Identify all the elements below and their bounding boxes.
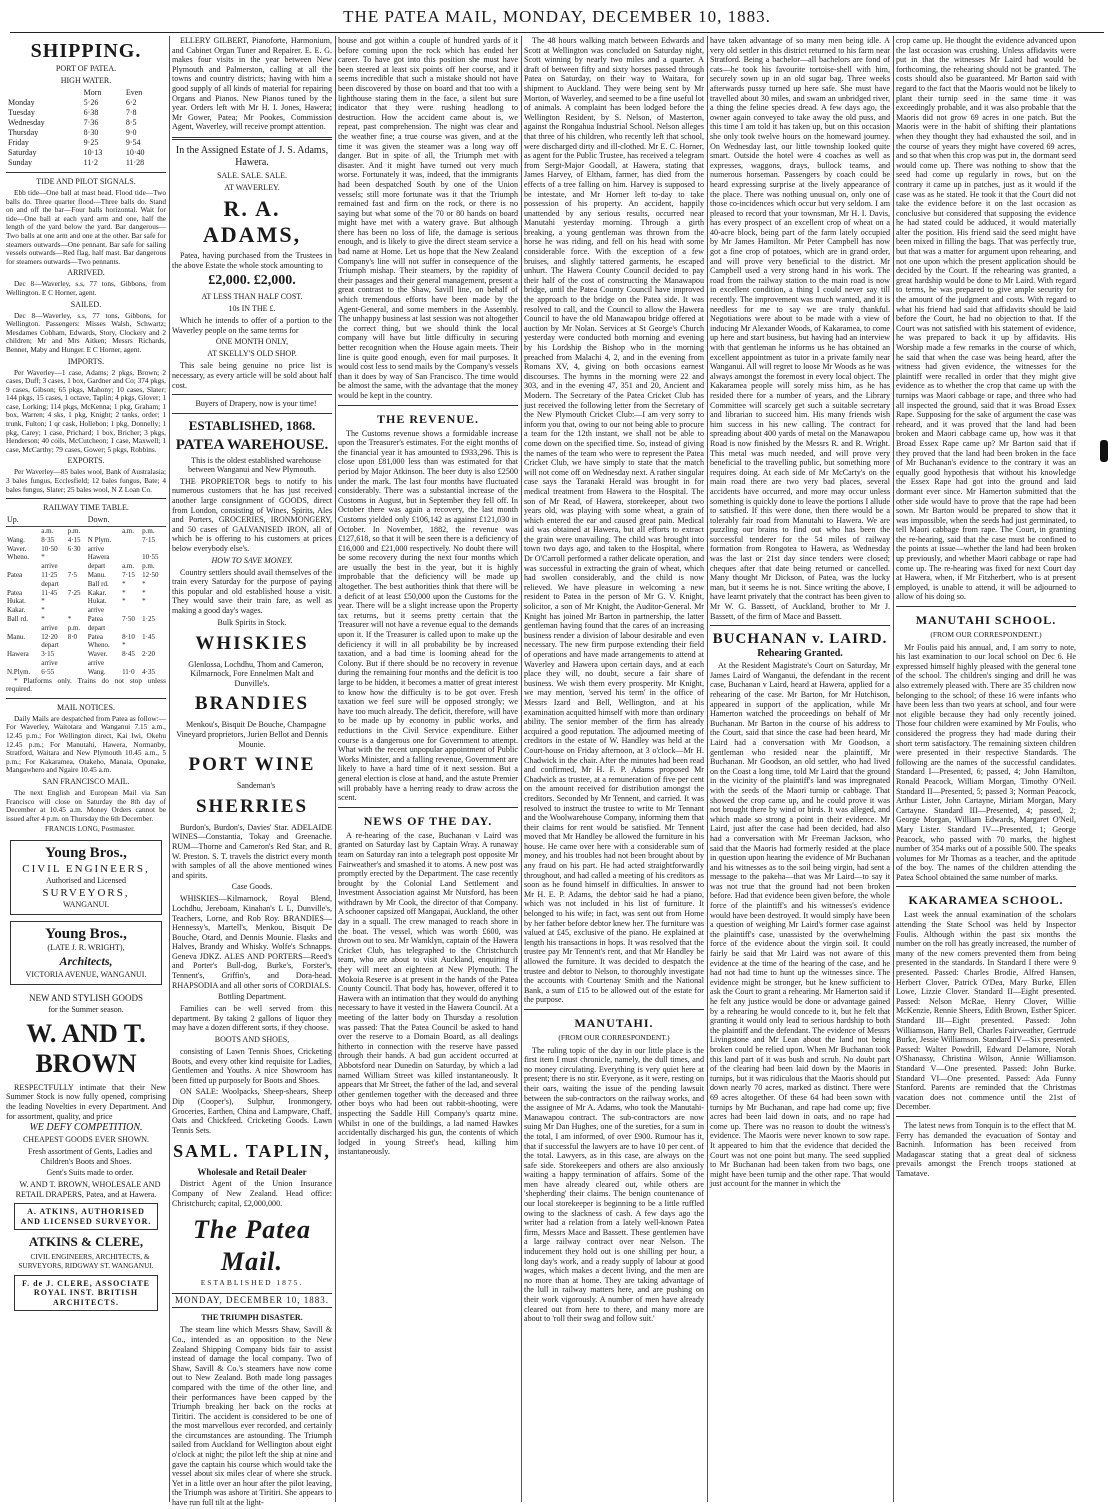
price-line: £2,000. £2,000. bbox=[208, 273, 296, 289]
railway-row: depart Ball rd. * * bbox=[41, 579, 146, 588]
boots-heading: BOOTS AND SHOES, bbox=[214, 1035, 290, 1045]
port-subheading: PORT OF PATEA. bbox=[55, 64, 117, 73]
tide-row: Tuesday 6·38 7·8 bbox=[8, 108, 137, 117]
sale-line: SALE. SALE. SALE. bbox=[217, 170, 287, 180]
ra-adams-text: Patea, having purchased from the Trustees in the above Estate the whole stock amounting to bbox=[172, 250, 332, 270]
railway-row: Wheno. * Hawera 10·55 bbox=[7, 553, 159, 562]
sailed-text: Dec 8—Waverley, s.s, 77 tons, Gibbons, for Wellington. Passengers: Misses Walsh, Schwartz; Mesdames Cobham, Edwards, Story, Clockery and 2 children; Mr and Mrs Aitken; Messrs Richards, Bennet, Maby and Hunger. E C Horner, agent. bbox=[6, 310, 166, 354]
taplin-sub: Wholesale and Retail Dealer bbox=[197, 1167, 307, 1178]
column-1 bbox=[6, 36, 166, 1502]
manutahi-text: The ruling topic of the day in our little place is the first item I must chronicle, namely, the dull times, and no money circulating. Everything is very quiet here at present; there is no stir. Everyone, as it were, resting on their oars, waiting the issue of the pending lawsuit between the sub-contractors on the railway works, and the assignee of Mr A. Adams, who took the Manutahi-Manawapou contract. The sub-contractors are now suing Mr Dan Hughes, one of the sureties, for a sum in the total, I am informed, of over £900. Rumour has it, that if successful the lawyers are to have 10 per cent. of the total. Lawyers, as in this case, are always on the safe side. Storekeepers and others are also anxiously waiting a happy termination of affairs. Some of the men have already cleared out, while others are 'shepherding' their claims. The benign countenance of our local storekeeper is beginning to be a little ruffled owing to the slackness of cash. A few days ago the writer had a relation from a lately well-known Patea firm, Messrs Mace and Bassett. These gentlemen have a large railway contract over near Nelson. The inducement they hold out is one shilling per hour, a long day's work, and a ready supply of labour at good wages, which makes a decent living, and the men are no more than at home. They are taking advantage of the lull in railway matters here, and are pushing on their work vigorously. A number of men have already cleared out from here to there, and many more are about to 'roll their swag and follow suit.' bbox=[524, 1045, 704, 1324]
whiskies-heading: WHISKIES bbox=[195, 632, 309, 654]
brandies-text: Menkou's, Bisquit De Bouche, Champagne Vineyard proprietors, Jurien Bellot and Dennis Mounie. bbox=[176, 720, 328, 749]
column-divider bbox=[521, 36, 522, 1502]
clere-card: F. de J. CLERE, ASSOCIATE ROYAL INST. BRITISH ARCHITECTS. bbox=[14, 1275, 158, 1312]
established-heading: ESTABLISHED, 1868. bbox=[188, 417, 316, 433]
mail-text: Daily Mails are despatched from Patea as follow:—For Waverley, Waitotara and Wanganui 7.15 a.m., 12.45 p.m.; For Wellington direct, Kai Iwi, Okehu 12.45 p.m.; For Manutahi, Hawera, Normanby, Stratford, Waitara and New Plymouth 10.45 a.m., 5 p.m.; For Kakaramea, Otakeho, Manaia, Opunake, Mangawhero and Ngaire 10.45 a.m. bbox=[6, 713, 166, 775]
warehouse-heading: PATEA WAREHOUSE. bbox=[175, 436, 329, 453]
atkins-card: A. ATKINS, AUTHORISED AND LICENSED SURVEYOR. bbox=[14, 1203, 158, 1230]
on-sale-text: ON SALE: Woolpacks, Sheep-shears, Sheep Dip (Cooper's), Sulphur, Ironmongery, Groceries, Earthen, China and Lampware, Chaff, Oats and Chickfeed. Cricketing Goods. Lawn Tennis Sets. bbox=[172, 1087, 332, 1135]
column-divider bbox=[169, 36, 170, 1502]
tide-row: Monday 5·26 6·2 bbox=[8, 98, 137, 107]
sherries-text: Burdon's, Burdon's, Davies' Star. ADELAIDE WINES—Constantia, Tokay and Greenache. RUM—Thorne and Cameron's Red Star, and R. W. Preston. S. T. travels the district every month with samples of all the above mentioned wines and spirits. bbox=[172, 822, 332, 880]
at-waverley: AT WAVERLEY. bbox=[224, 182, 280, 192]
case-goods-text: WHISKIES—Kilmarnock, Royal Blend, Lochdhu, Jereboam, Kinahan's L L, Dunville's, Teachers, Lorne, and Rob Roy. BRANDIES—Hennessy's, Martell's, Menkou, Bisquit De Bouche, Otard, and Dennis Mounie. Flasks and Halves, Brandy and Whisky. Wolfe's Schnapps. Geneva JDKZ. ALES AND PORTERS—Reed's and Porter's Bull-dog, Burke's, Forster's, Tennent's, Griffin's, and Dora-head. RHAPSODIA and all other sorts of CORDIALS. bbox=[172, 894, 332, 990]
ten-shillings: 10s IN THE £. bbox=[228, 304, 276, 314]
bulk-spirits: Bulk Spirits in Stock. bbox=[217, 617, 287, 627]
new-goods-heading: NEW AND STYLISH GOODS bbox=[28, 992, 144, 1003]
half-cost: AT LESS THAN HALF COST. bbox=[201, 292, 303, 302]
column-2 bbox=[172, 36, 332, 1508]
gents-suits: Gent's Suits made to order. bbox=[46, 1168, 134, 1178]
sf-mail-heading: SAN FRANCISCO MAIL. bbox=[42, 776, 130, 786]
gilbert-ad: ELLERY GILBERT, Pianoforte, Harmonium, and Cabinet Organ Tuner and Repairer. E. E. G. makes four visits in the year between New Plymouth and Palmerston, calling at all the towns and country districts; having with him a good supply of all kinds of material for repairing Organs and Pianos. New Pianos tuned by the year. Orders left with Mr H. I. Jones, Hawera; Mr Gower, Patea; Mr Pookes, Commission Agent, Waverley, will receive prompt attention. bbox=[172, 36, 332, 132]
signals-text: Ebb tide—One ball at mast head. Flood tide—Two balls do. Three quarter flood—Three balls do. Stand on and off the bar—Four balls horizontal. Wait for tide—One ball at each yard arm and one, half the length of the yard below the yard. Bar dangerous—Two balls at one arm and one at the other. Bar safe for steamers outwards—One pennant. Bar safe for sailing vessels outwards—Red flag, half mast. Bar dangerous for steamers outwards—Two pennants. bbox=[6, 188, 166, 266]
masthead-rule bbox=[10, 32, 1104, 33]
news-continued: The 48 hours walking match between Edwards and Scott at Wellington was concluded on Saturday night, Scott winning by nearly two miles and a quarter. A draft of between fifty and sixty horses passed through Patea on Saturday, on their way to Waitara, for shipment to Auckland. They were being sent by Mr Morton, of Waverley, and seemed to be a fine useful lot of animals. A complaint has been lodged before the Wellington Resident, by S. Nelson, of Masterton, against the Rongahua Industrial School. Nelson alleges that three of his children, who recently left that school, were discharged dirty and ill-clothed. Mr E. C. Horner, as agent for the Public Trustee, has received a telegram from Sergt-Major Goodall, at Hawera, stating that James Harvey, of Eltham, farmer, has died from the effects of a tree falling on him. Harvey is supposed to be intestate, and Mr Horner left to-day to take possession of his property. An accident, happily unattended by any serious results, occurred near Manutahi yesterday morning. Through a girth breaking, a young gentleman was thrown from the horse he was riding, and fell on his head with some considerable force. With the exception of a few bruises, and slightly tattered garments, he escaped unhurt. The Hawera County Council decided to pay their half of the cost of constructing the Manawapou bridge, until the Patea County Council have improved the approach to the bridge on the Patea side. It was resolved to call, and the Council to allow the Hawera Council to have the old Manawapou bridge offered at auction by Mr Nolan. Services at St George's Church yesterday were conducted both morning and evening by his Lordship the Bishop who in the morning preached from Malachi 4, 2, and in the evening from Romans XV, 4, giving on both occasions earnest discourses. The hymns in the morning were 22 and 303, and in the evening 47, 351 and 20, Ancient and Modern. The Secretary of the Patea Cricket Club has just received the following letter from the Secretary of the New Plymouth Cricket Club:—I am very sorry to inform you that, owing to our not being able to procure a team for the 12th instant, we shall not be able to come down on the specified time. So, instead of giving the names of the team who were to represent the Patea Cricket Club, we have simply to state that the match will not come off on Wednesday next. A rather singular case says the Taranaki Herald was brought in for medical treatment from Hawera to the Hospital. The son of Mr Read, of Hawera, storekeeper, about two years old, was playing with some wheat, a grain of which entered the ear and caused great pain. Medical aid was obtained at Hawera, but all efforts to extract the grain were unavailing. The child was brought into town two days ago, and taken to the Hospital, where Dr O'Carroll performed a rather delicate operation, and was successful in extracting the grain of wheat, which had swollen considerably, and the child is now relieved. We have pleasure in welcoming a new resident to Patea in the person of Mr G. V. Knight, solicitor, a son of Mr Knight, the Auditor-General. Mr Knight has joined Mr Barton in partnership, the latter gentleman having found that the cares of an increasing business render a division of labour desirable and even necessary. The new firm purpose extending their field of operations and have made arrangements to attend at Waverley and Hawera upon certain days, and at each place they will, no doubt, secure a fair share of business. We wish them every prosperity. Mr Knight, we may mention, 'served his term' in the office of Messrs Izard and Bell, Wellington, and at his examination acquitted himself with more than ordinary ability. The senior member of the firm has already acquired a good reputation. The adjourned meeting of creditors in the estate of W. Handley was held at the Court-house on Friday afternoon, at 3 o'clock—Mr H. Chadwick in the chair. After the minutes had been read and confirmed, Mr H. F. P. Adams proposed Mr Chadwick as trustee, at a remuneration of five per cent on the amount received for distribution amongst the creditors. Seconded by Mr Tennent, and carried. It was resolved to instruct the trustee to write to Mr Tennant and the Woolwarehouse Company, informing them that their claims for rent would be satisfied. Mr Tennent moved that Mr Handley be allowed the furniture in his house. He came over here with a considerable sum of money, and his troubles had not been brought about by any fraud on his part. He had acted straightforwardly throughout, and had called a meeting of his creditors as soon as he found himself in difficulties. In answer to Mr H. E. P. Adams, the debtor said he had a piano, which was not included in his list of furniture. It belonged to his wife; in fact, was sent out from Home by her father before debtor knew her. The furniture was valued at £45, exclusive of the piano. He explained at length his transactions in hops. It was resolved that the trustee pay Mr Tennent's rent, and that Mr Handley be allowed the furniture. It was decided to despatch the trustee and debtor to Nelson, to thoroughly investigate the accounts with Courtenay Smith and the National Bank, a sum of £15 to be allowed out of the estate for the purpose. bbox=[524, 36, 704, 1005]
arrived-text: Dec 8—Waverley, s.s, 77 tons, Gibbons, from Wellington. E C Horner, agent. bbox=[6, 279, 166, 297]
sailed-heading: SAILED. bbox=[70, 299, 102, 309]
buchanan-continued: crop came up. He thought the evidence advanced upon the last occasion was crushing. Unless affidavits were put in that the witnesses Mr Laird had would be forthcoming, the rehearing should not be granted. The costs should also be guaranteed. Mr Barton said with regard to the fact that the Maoris would not be likely to plant their turnip seed in the same time it was exceedingly probable, and it was also probable that the Maoris did not grow 69 acres in one patch. But the Maoris were in the habit of shifting their plantations when they thought they had exhausted the soil, and in the course of years they might have covered 69 acres, and so that when this crop was put in, the dormant seed would come up. There was nothing to show that the seed had come up regularly in rows, but on the contrary it came up in patches, just as it would if the case was as he stated. He took it that the Court did not take the evidence before it on the last occasion as conclusive but considered that supposing the evidence he had stated could be adduced, it would materially alter the position. His friend said the seed might have been mixed in filling the bags. That was perfectly true, but that was a matter for argument upon rehearing, and not one upon which the present application should be decided by the Court. If the rehearing was granted, a great hardship would be done to Mr Laird. With regard to terms, he was prepared to give ample security for the amount of the judgment and costs. With regard to what his friend had said that affidavits should be laid before the Court, he had no objection to that. If the Court was not satisfied with his statement of evidence, he was prepared to back it up by affidavits. His Worship made a few remarks in the course of which, he said that when the case was being heard, after the witness had given evidence, the witnesses for the plaintiff were recalled in order that they might give evidence as to whether the crop that came up with the turnips was Maori cabbage or rape, and three who had all inspected the ground, said that it was Broad Essex Rape. Supposing for the sake of argument the case was reheard, and it was proved that the land had been broken and Maori cabbage came up, how was it that Broad Essex Rape came up? Mr Barton said that if they proved that the land had been broken in the face of Mr Buchanan's evidence to the contrary it was an equally good hypothesis that without his knowledge the Essex Rape had got into the ground and laid dormant ever since. Mr Hamerton submitted that the other side would have to prove that the rape had been sown. Mr Barton would be prepared to show that it was impossible, when the seeds had just germinated, to tell Maori cabbage from rape. The Court, in granting the re-hearing, said that the case must be confined to the points at issue—whether the land had been broken up previously, and whether Maori cabbage or rape had come up. The re-hearing was fixed for next Court day at Hawera, when, if Mr Fitzherbert, who is at present employed, is unable to attend, it will be adjourned to allow of his doing so. bbox=[896, 36, 1076, 602]
railway-table: Up. Down. a.m. p.m. a.m. p.m. Wang. 8·35 4·15 N Plym. 7·15 Waver. 10·50 6·30 arrive Wheno. * Hawera 10·55 arrive depart a.m. p.m. Patea 11·25 7·5 Manu. 7·15 12·50 depart Ball rd. * * Patea 11·45 7·25 Kakar. * * Hukat. * Hukat. * * Kakar. * arrive Ball rd. * * Patea 7·50 1·25 arrive p.m. depart Manu. 12·20 8·0 Patea 8·10 1·45 depart Wheno. * Hawera 3·15 Waver. 8·45 2·20 arrive arrive N.Plym. 6·55 Wang. 11·0 4·35 bbox=[6, 515, 166, 676]
revenue-heading: THE REVENUE. bbox=[376, 411, 480, 426]
paper-title: The Patea Mail. bbox=[192, 1215, 312, 1277]
warehouse-sub: This is the oldest established warehouse between Wanganui and New Plymouth. bbox=[188, 455, 321, 475]
railway-row: a.m. p.m. a.m. p.m. bbox=[41, 527, 155, 536]
column-divider bbox=[335, 36, 336, 1502]
summer-line: for the Summer season. bbox=[48, 1004, 124, 1014]
railway-row: arrive depart a.m. p.m. bbox=[41, 562, 155, 571]
buchanan-heading: BUCHANAN v. LAIRD. bbox=[712, 631, 888, 648]
cheapest-goods: CHEAPEST GOODS EVER SHOWN. bbox=[22, 1135, 150, 1145]
bottling-heading: Bottling Department. bbox=[218, 992, 286, 1002]
railway-row: Manu. 12·20 8·0 Patea 8·10 1·45 bbox=[7, 632, 155, 641]
column-divider bbox=[893, 36, 894, 1502]
defy-competition: WE DEFY COMPETITION. bbox=[29, 1122, 143, 1134]
news-heading: NEWS OF THE DAY. bbox=[363, 813, 493, 828]
kakaramea-school-heading: KAKARAMEA SCHOOL. bbox=[908, 893, 1064, 908]
manutahi-heading: MANUTAHI. bbox=[574, 1015, 654, 1030]
tide-header-row: Morn Even bbox=[83, 88, 143, 97]
column-3 bbox=[338, 36, 518, 1502]
manutahi-school-text: Mr Foulis paid his annual, and, I am sorry to note, his last examination to our local school on Dec 6. He expressed himself highly pleased with the general tone of the school. The children's singing and drill he was also extremely pleased with. There are 35 children now belonging to the school; of these 16 were infants who have been less than two years at school, and four were not eligible because they had only recently joined. Those four children were examined by Mr Foulis, who considered the progress they had made during their short term satisfactory. The remaining sixteen children were presented in their respective Standards. The following are the names of the successful candidates. Standard I—Presented, 6; passed, 4; John Hamilton, Ronald Peacock, William Morgan, Timothy O'Neil. Standard II—Presented, 5; passed 3; Norman Peacock, Arthur Lister, John Cartayne, Miriam Morgan, Mary Cartayne. Standard III—Presented, 4; passed, 2; George Morgan, William Edwards, Margaret O'Neil, Mary Lister. Standard IV—Presented, 1; George Peacock, who passed with 70 marks, the highest number of 354 marks out of a possible 500. The speaks volumes for Mr Thomas as a teacher, and the aptitude of the boy. The names of the children attending the Patea School obtained the same number of marks. bbox=[896, 642, 1076, 882]
byline: (FROM OUR CORRESPONDENT.) bbox=[558, 1032, 670, 1042]
column-6 bbox=[896, 36, 1076, 1502]
disaster-text: The steam line which Messrs Shaw, Savill & Co., intended as an opposition to the New Zealand Shipping Company bids fair to assist instead of damage the local company. Two of Shaw, Savill & Co.'s steamers have now come out to New Zealand. Both made long passages compared with the time of the other line, and their performances have been capped by the Triumph breaking her back on the rocks at Tiritiri. The accident is considered to be one of the most marvellous ever recorded, and certainly the circumstances are astounding. The Triumph sailed from Auckland for Wellington about eight o'clock at night; the pilot left the ship at nine and gave the captain his course which would take the vessel about six miles clear of where she struck. Yet in a little over an hour after the pilot leaving, the Triumph was ashore at Tiritiri. She appears to have run full tilt at the light- bbox=[172, 1325, 332, 1508]
manutahi-school-heading: MANUTAHI SCHOOL. bbox=[915, 613, 1057, 628]
ink-blot bbox=[1100, 440, 1108, 462]
railway-row: N.Plym. 6·55 Wang. 11·0 4·35 bbox=[7, 667, 155, 676]
wt-brown-sign: W. AND T. BROWN, WHOLESALE AND RETAIL DRAPERS, Patea, and at Hawera. bbox=[15, 1180, 161, 1199]
arrived-heading: ARRIVED. bbox=[67, 268, 105, 278]
news-text: A re-hearing of the case, Buchanan v Laird was granted on Saturday last by Captain Wray. A runaway team on Saturday ran into a telegraph post opposite Mr Fairweather's and smashed it to atoms. A new post was promptly erected by the Department. The case recently brought by the Colonial Land Settlement and Investment Association against Mr Nutsford, has been withdrawn by Mr Cook, the director of that Company. A schooner capsized off Mangapai, Auckland, the other day in a squall. The crew managed to reach shore in the boat. The vessel, which was worth £600, was thrown out to sea. Mr Wamklyn, captain of the Hawera Cricket Club, has telegraphed to the Christchurch team, who are about to visit Auckland, enquiring if they will meet an eighteen at New Plymouth. The Mokoia Reserve is at present in the hands of the Patea County Council. That body has, however, offered it to Hawera with an intimation that they would do anything necessary to have it vested in the Hawera Council. At a meeting of the latter body on Thursday a resolution was passed: That the Patea Council be asked to hand over the reserve to a Domain Board, as all dealings hitherto in connection with the reserve have passed through their hands. A bad gun accident occurred at Abbotsford near Dunedin on Saturday, by which a lad named William Street was killed instantaneously. It appears that Mr Street, the father of the lad, and several other gentlemen together with the deceased and three other boys who had been out rabbit-shooting, were inspecting the Saddle Hill Company's quartz mine. Whilst in one of the buildings, a lad named Hawkes accidentally discharged his gun, the contents of which lodged in young Street's head, killing him instantaneously. bbox=[338, 830, 518, 1157]
bottling-text: Families can be well served from this department. By taking 2 gallons of liquor they may have a dozen different sorts, if they choose. bbox=[172, 1004, 332, 1033]
shipping-heading: SHIPPING. bbox=[30, 40, 142, 62]
estate-heading: In the Assigned Estate of J. S. Adams, Hawera. bbox=[175, 144, 329, 168]
young-bros-architects-card: Young Bros., (LATE J. R. WRIGHT), Architects, VICTORIA AVENUE, WANGANUI. bbox=[10, 921, 162, 985]
high-water-label: HIGH WATER. bbox=[60, 76, 112, 85]
enable-text: Which he intends to offer of a portion to the Waverley people on the same terms for bbox=[172, 316, 332, 335]
taplin-heading: SAML. TAPLIN, bbox=[173, 1141, 331, 1162]
railway-row: Ball rd. * * Patea 7·50 1·25 bbox=[7, 614, 155, 623]
sherries-heading: SHERRIES bbox=[195, 795, 309, 817]
railway-row: Patea 11·45 7·25 Kakar. * * bbox=[7, 588, 146, 597]
whiskies-text: Glenlossa, Lochdhu, Thom and Cameron, Kilmarnock, Fore Ennelmen Malt and Dunville's. bbox=[188, 659, 324, 688]
tide-row: Sunday 11·2 11·28 bbox=[8, 158, 145, 167]
railway-row: Patea 11·25 7·5 Manu. 7·15 12·50 bbox=[7, 571, 159, 579]
railway-row: arrive arrive bbox=[41, 658, 105, 667]
atkins-clere-heading: ATKINS & CLERE, bbox=[28, 1234, 144, 1250]
ra-adams-heading: R. A. ADAMS, bbox=[202, 195, 302, 247]
column-5 bbox=[710, 36, 890, 1502]
save-money-heading: HOW TO SAVE MONEY. bbox=[211, 555, 293, 565]
sf-mail-text: The next English and European Mail via San Francisco will close on Saturday the 8th day of December at 10.45 a.m. Money Orders cannot be issued after 4 p.m. on Thursday the 6th December. bbox=[6, 787, 166, 823]
tide-row: Thursday 8·30 9·0 bbox=[8, 128, 137, 137]
case-goods-heading: Case Goods. bbox=[231, 882, 273, 892]
sale-note: This sale being genuine no price list is necessary, as every article will be sold about half cost. bbox=[172, 361, 332, 390]
proprietor-text: THE PROPRIETOR begs to notify to his numerous customers that he has just received another large consignment of GOODS, direct from London, consisting of Wines, Spirits, Ales and Porters, GROCERIES, IRONMONGERY, and 50 cases of GALVANISED IRON, all of which he is offering to his customers at prices below everybody else's. bbox=[172, 476, 332, 554]
established-line: ESTABLISHED 1875. bbox=[200, 1278, 304, 1288]
young-bros-engineers-card: Young Bros., CIVIL ENGINEERS, Authorised and Licensed SURVEYORS, WANGANUI. bbox=[10, 840, 162, 915]
imports-heading: IMPORTS. bbox=[67, 356, 105, 366]
railway-heading: RAILWAY TIME TABLE. bbox=[43, 503, 129, 513]
column-4 bbox=[524, 36, 704, 1502]
sandeman-line: Sandeman's bbox=[236, 781, 276, 791]
tonquin-news: The latest news from Tonquin is to the effect that M. Ferry has demanded the evacuation of Sontay and Bacninh. Information has been received from Madagascar stating that a great deal of sickness prevails amongst the French troops stationed at Tamatave. bbox=[896, 1120, 1076, 1178]
tide-row: Friday 9·25 9·54 bbox=[8, 138, 141, 147]
rehearing-subheading: Rehearing Granted. bbox=[757, 648, 843, 660]
shop-line: AT SKELLY'S OLD SHOP. bbox=[207, 349, 297, 359]
kakaramea-school-text: Last week the annual examination of the scholars attending the State School was held by Inspector Foulis. Although within the past six months the number on the roll has greatly increased, the number of many of the new comers prevented them from being presented in the standards. In Standard I there were 9 presented. Passed: Charles Brodie, Alfred Hansen, Herbert Clover, Patrick O'Dea, Mary Burke, Ellen Lowe, Lizzie Clover. Standard II—Eight presented. Passed: Nelson McRae, Henry Clover, Willie McKenzie, Rennie Sheers, Edith Brown, Esther Spicer. Standard III—Eight presented. Passed: John Williamson, Harry Bell, Charles Fairweather, Gertrude Burke, Jessie Williamson. Standard IV—Six presented. Passed: Walter Powdrill, Edward Delamore, Norah O'Shanassy, Christina Wilson, Annie Williamson. Standard V—One presented. Passed: John Burke. Standard VI—One presented. Passed: Ada Funny Stanford. Parents are reminded that the Christmas vacation does not commence until the 21st of December. bbox=[896, 910, 1076, 1112]
taplin-text: District Agent of the Union Insurance Company of New Zealand. Head office: Christchurch; capital, £2,000,000. bbox=[172, 1179, 332, 1208]
manutahi-continued: have taken advantage of so many men being idle. A very old settler in this district returned to his farm near Stratford. Being a bachelor—all bachelors are fond of cats—he took his favourite tortoise-shell with him, securely sown up in an old sugar bag. Three weeks afterwards pussy turned up here safe. She must have travelled about 30 miles, and swam an unbridged river, a thing the feline species dread. A few days ago, the owner again conveyed to take away the old puss, and this time I am told it has taken up, but on this occasion she only took twelve hours on the homeward journey. On Wednesday last, our little township looked quite smart. Outside the hotel were 4 coaches as well as expresses, waggons, drays, bullock teams, and numerous horseman. Passengers by coach could be heard expressing surprise at the lively appearance of the place. There was nothing unusual on, only one of those co-incidences which occur but very seldom. I am pleased to record that your townsman, Mr H. I. Davis, has every prospect of an excellent crop of wheat on a 40-acre block, being part of the farm lately occupied by Mr James Hamilton. Mr Peter Campbell has now got a fine crop of potatoes, which are in grand order, and will prove very beneficial to the district. Mr Campbell used a very strong hand in his work. The road from the railway station to the main road is now in excellent condition, a thing I could never say till recently. The improvement was much wanted, and it is needless for me to say we are truly thankful. Negotiations were about to be made with a view of inducing Mr Alexander Woods, of Kakaramea, to come up here and start business, but having had an interview with that gentleman he informs us he has obtained an excellent appointment as tutor in a private family near Wanganui. All will regret to loose Mr Woods as he was always amongst the foremost in every local object. The Kakaramea people will sorely miss him, as he has resided there for a number of years, and the Library Committee will scarcely get such a suitable secretary and librarian to succeed him. His many friends wish him success in his new calling. The contract for spreading about 400 yards of metal on the Manawapou Road is now finished by the Messrs R. and R. Wright. This metal was much needed, and will prove very beneficial to the travelling public, but something more requires doing. At each side of Mr McCarty's on the main road there are two very bad places, several accidents have occurred, and more may occur unless something is quickly done to leave the portions I allude to satisfied. If this were done, then there would be a tolerably fair road from Manutahi to Hawera. We are puzzling our brains to find out who has been the successful tenderer for the 54 miles of railway formation from Rongotea to Hawera, as Wednesday was the last or 21st day since tenders were closed; cheques after that date being returned or cancelled. Many thought Mr Dickson, of Patea, was the lucky man, but it seems he is not. Since writing the above, I have learnt privately that the contract has been given to Mr W. G. Bassett, of Auckland, brother to Mr J. Bassett, of the firm of Mace and Bassett. bbox=[710, 36, 890, 621]
postmaster-sign: FRANCIS LONG, Postmaster. bbox=[44, 824, 135, 834]
byline: (FROM OUR CORRESPONDENT.) bbox=[930, 630, 1042, 640]
railway-row: Wang. 8·35 4·15 N Plym. 7·15 bbox=[7, 535, 155, 544]
masthead: THE PATEA MAIL, MONDAY, DECEMBER 10, 1883. bbox=[343, 7, 771, 26]
disaster-continued: house and got within a couple of hundred yards of it before coming upon the rock which has ended her career. To have got into this position she must have been steered at least six points off her course, and it seems incredible that such a mistake should not have been discovered by those on board and that too with a lighthouse staring them in the face, a silent but sure indicator that they were rushing headlong to destruction. How the accident came about is, we repeat, past comprehension. The night was clear and the weather fine; a true course was given, and at the time it was given the steamer was a long way off danger. But in spite of all, the Triumph met with disaster. And it might have turned out very much worse. Fortunately it was, indeed, that the immigrants had been despatched South by one of the Union vessels; still more fortunate was it that the Triumph remained fast and firm on the rock, or there is no saying but what some of the 70 or 80 hands on board might have met with a watery grave. But although there has been no loss of life, the damage is serious enough, and is likely to give the direct steam service a bad name at Home. Let us hope that the New Zealand Company's line will not suffer in consequence of the Triumph mishap. Their steamers, by the rapidity of their passages and their general management, present a great contrast to the Shaw, Savill line, on behalf of which tremendous efforts have been made by the Agent-General, and some members in the Assembly. The unhappy business at last session was not altogether the correct thing, but we should think the local company will have but little difficulty in securing better recognition when the House again meets. Their line is quite good enough, even for mail purposes. It would cost less to send mails by the Company's vessels than it does by way of San Francisco. The time would be almost the same, with the advantage that the money would be kept in the country. bbox=[338, 36, 518, 400]
tide-row: Wednesday 7·36 8·5 bbox=[8, 118, 137, 127]
railway-row: Hukat. * Hukat. * * bbox=[7, 597, 146, 606]
boots-text: consisting of Lawn Tennis Shoes, Cricketing Boots, and every other kind requisite for Ladies, Gentlemen and Youths. A nice Showroom has been fitted up purposely for Boots and Shoes. bbox=[172, 1047, 332, 1085]
revenue-text: The Customs revenue shows a formidable increase upon the Treasurer's estimates. For the eight months of the financial year it has amounted to £933,296. This is close upon £81,000 less than was estimated for that period by Major Atkinson. The beer duty is also £2500 under the mark. The last four months have fluctuated considerably. There was a substantial increase of the Customs in August, but in September they fell off. In October there was again a recovery, the last month Customs yielded only £106,142 as against £121,030 in October. In November, 1882, the revenue was £127,618, so that it will be seen there is a deficiency of £16,000 and £21,000 respectively. No doubt there will be some recovery during the next four months which are usually the best in the year, but it is highly improbable that the deficiency will be made up altogether. The best authorities think that there will be a deficit of at least £50,000 upon the Customs for the year. There will be a slight increase upon the Property tax returns, but it seems pretty certain that the Treasurer will not have a revenue equal to the demands upon it. If the Treasurer is called upon to make up the deficiency it will in all probability be by increased taxation, and a bad time is looming ahead for the Colony. But if there should be no recovery in revenue during the remaining four months and the deficit is too large to be hidden, it becomes a matter of great interest to know how the difficulty is to be got over. Fresh taxation we feel sure will be opposed strongly; we have too much already. The deficit, therefore, will have to be made up by economy in public works, and reductions in the Civil Service expenditure. Either course is a dangerous one for Government to attempt. What with the recent unpopular appointment of Public Works Minister, and a falling revenue, Government are likely to have a hard time of it next session. But a general election is close at hand, and the astute Premier will probably have a herring ready to draw across the scent. bbox=[338, 428, 518, 803]
railway-row: Waver. 10·50 6·30 arrive bbox=[7, 544, 105, 553]
imports-text: Per Waverley—1 case, Adams; 2 pkgs, Brown; 2 cases, Duff; 3 cases, 1 box, Gardner and Co; 374 pkgs, 9 cases, Gibson; 65 pkgs, Mahony; 10 cases, Slater; 144 pkgs, 15 cases, 1 octave, Taplin; 4 pkgs, Glover; 1 case, Lorking; 114 pkgs, McKenna; 1 pkg, Graham; 1 box, Warren; 4 sks, 1 pkg, Knight; 2 tanks, order; 1 trunk, Fulton; 1 qr cask, Hollebon; 1 pkg, Donnelly; 1 pkg, Carey; 1 case, Prichard; 1 box, Bricher; 3 pkgs, Henderson; 40 coils, McCutcheon; 1 case, Maxwell; 1 case, McCarthy; 79 cases, Gower; 5 pkgs, Robbins. bbox=[6, 367, 166, 454]
column-divider bbox=[707, 36, 708, 1502]
wt-brown-text: RESPECTFULLY intimate that their New Summer Stock is now fully opened, comprising the leading Novelties in every Department. And for assortment, quality, and price bbox=[6, 1082, 166, 1121]
buchanan-text: At the Resident Magistrate's Court on Saturday, Mr James Laird of Wanganui, the defendant in the recent case, Buchanan v Laird, heard at Hawera, applied for a rehearing of the case. Mr Barton, for Mr Hutchison, appeared in support of the application, while Mr Hamerton watched the proceedings on behalf of Mr Buchanan. Mr Barton in the course of his address to the Court, said that since the case had been heard, Mr Laird had a conversation with Mr Goodson, a gentleman who resided near the plaintiff, Mr Buchanan. Mr Goodson, an old settler, who had lived on the Coast a long time, told Mr Laird that the ground in the vicinity of the plaintiff's land was impregnated with the seeds of the Maori turnip or cabbage. That showed the crop came up, and he could prove it was not brought there by wind or birds. It was alleged, and which made so strong a point in their evidence. Mr Laird, just after the case had been decided, had also had a conversation with Mr Freeman Jackson, who said that the Maoris had formerly resided at the place in question upon hearing the evidence of Mr Buchanan and his witnesses as to the soil being virgin, had sent a message to the pakeha—that was Mr Laird—to say it was not true that the ground had not been broken before. Had that evidence been given before, the whole force of the plaintiff's and his witnesses's evidence would have been destroyed. It would simply have been a question of weighing Mr Laird's former case against the plaintiff's case, unassisted by the overwhelming force of the evidence about the virgin soil. It could fairly be said that Mr Laird was not aware of this evidence at the time of the hearing of the case, and he had not had time to hunt up the witnesses since. The evidence might be stronger, but he knew sufficient to ask the Court to grant a rehearing. Mr Hamerton said if he felt any justice would be done or advantage gained by a rehearing he would concede to it, but he felt that granting it would only lead to serious hardship to both the plaintiff and the defendant. The evidence of Messrs Livingstone and Mr Lean about the land not being broken could be relied upon. When Mr Buchanan took this land part of it was bush and scrub. No doubt part of the clearing had been laid down by the Maoris in turnips, but it was ridiculous that the Maoris should put down nearly 70 acres, marked as distinct. There were 69 acres altogether. Of these 64 had been sown with turnips by Mr Buchanan, and rape had come up; five acres had been laid down in oats, and no rape had come up. There was no reason to doubt the witness's evidence. The Maoris were never known to sow rape. It appeared to him that the evidence that decided the Court was not one point but many. The seed supplied to Mr Buchanan had been taken from two bags, one might have been turnip and the other rape. That would just account for the manner in which the bbox=[710, 661, 890, 1189]
one-month: ONE MONTH ONLY, bbox=[215, 337, 289, 347]
exports-text: Per Waverley—85 bales wool, Bank of Australasia; 3 bales fungus, Ecclesfield; 12 bales fungus, Bate; 4 bales fungus, Slater; 25 bales wool, N Z Loan Co. bbox=[6, 467, 166, 494]
tide-table bbox=[6, 88, 166, 168]
exports-heading: EXPORTS. bbox=[67, 456, 105, 466]
disaster-heading: THE TRIUMPH DISASTER. bbox=[201, 1313, 303, 1323]
save-money-text: Country settlers should avail themselves of the train every Saturday for the purpose of paying this popular and old established house a visit. They would save their train fare, as well as making a good day's wages. bbox=[172, 567, 332, 615]
railway-note: * Platforms only. Trains do not stop unless required. bbox=[6, 675, 166, 694]
tide-row: Saturday 10·13 10·40 bbox=[8, 148, 145, 157]
railway-row: arrive p.m. depart bbox=[41, 623, 106, 632]
railway-row: depart Wheno. * bbox=[41, 641, 126, 650]
dateline: MONDAY, DECEMBER 10, 1883. bbox=[172, 1293, 332, 1309]
brandies-heading: BRANDIES bbox=[194, 693, 310, 715]
atkins-clere-line: CIVIL ENGINEERS, ARCHITECTS, & SURVEYORS, RIDGWAY ST. WANGANUI. bbox=[18, 1252, 154, 1270]
buyers-line: Buyers of Drapery, now is your time! bbox=[195, 399, 317, 409]
port-wine-heading: PORT WINE bbox=[188, 754, 316, 776]
fresh-assortment: Fresh assortment of Gents, Ladies and Children's Boots and Shoes. bbox=[27, 1147, 153, 1166]
tide-signals-heading: TIDE AND PILOT SIGNALS. bbox=[36, 177, 136, 186]
railway-row: Hawera 3·15 Waver. 8·45 2·20 bbox=[7, 650, 155, 659]
mail-heading: MAIL NOTICES. bbox=[57, 702, 115, 712]
railway-row: Kakar. * arrive bbox=[7, 606, 105, 615]
wt-brown-heading: W. AND T. BROWN bbox=[26, 1018, 146, 1078]
